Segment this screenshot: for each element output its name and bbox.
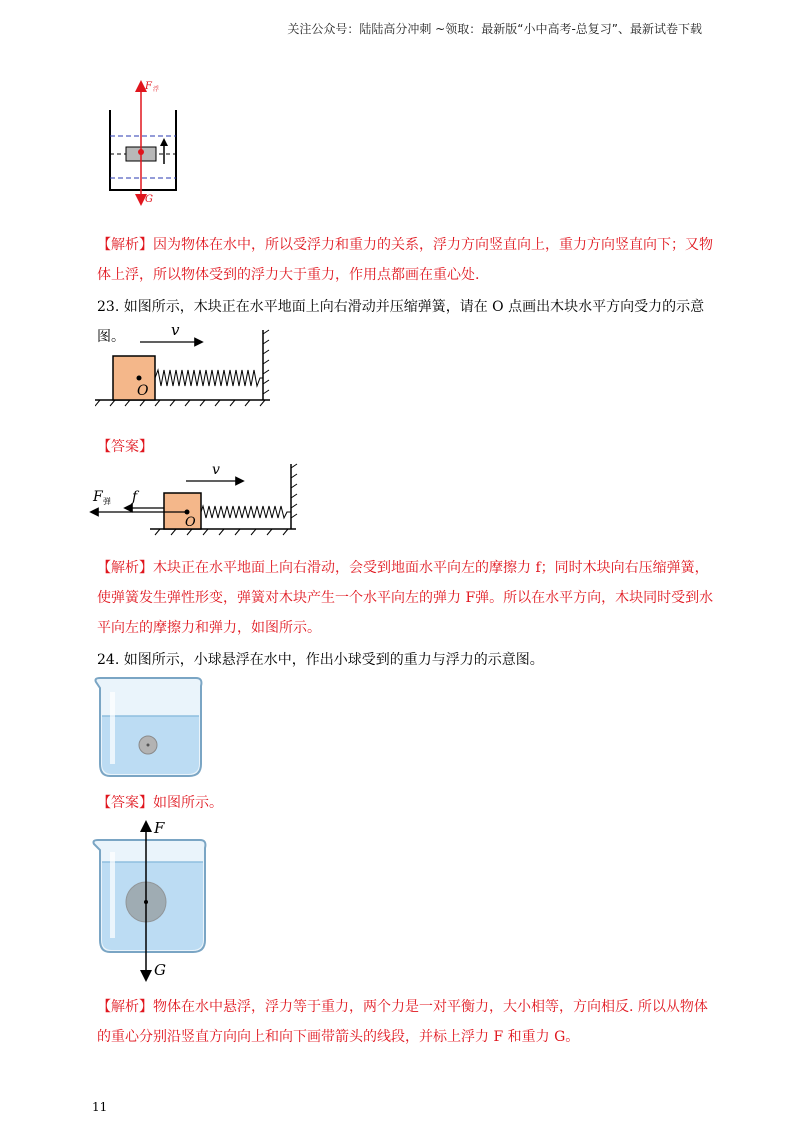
- buoyancy-label-f-sub: 浮: [153, 86, 160, 93]
- analysis-24: [97, 992, 717, 1052]
- page-header: 关注公众号：陆陆高分冲刺 ~领取：最新版“小中高考-总复习”、最新试卷下载: [287, 22, 702, 36]
- beaker-label-f: F: [154, 819, 165, 837]
- buoyancy-figure: [100, 72, 200, 212]
- analysis-24-text: 物体在水中悬浮，浮力等于重力，两个力是一对平衡力，大小相等，方向相反. 所以从物体的重心分别沿竖直方向向上和向下画带箭头的线段，并标上浮力 F 和重力 G。: [97, 999, 708, 1045]
- analysis-1-tag: 【解析】: [97, 237, 153, 253]
- spring-block-answer-figure: [88, 462, 303, 537]
- analysis-24-tag: 【解析】: [97, 999, 153, 1015]
- analysis-1: [97, 230, 717, 290]
- analysis-23-tag: 【解析】: [97, 560, 153, 576]
- beaker-label-g: G: [154, 961, 166, 979]
- analysis-1-text: 因为物体在水中，所以受浮力和重力的关系，浮力方向竖直向上，重力方向竖直向下；又物体上浮，所以物体受到的浮力大于重力，作用点都画在重心处.: [97, 237, 713, 283]
- answer-24: [97, 788, 717, 818]
- question-23: 23. 如图所示，木块正在水平地面上向右滑动并压缩弹簧，请在 O 点画出木块水平方向受力的示意图。: [97, 299, 705, 345]
- beaker-figure: [92, 676, 207, 780]
- answer-label-v: v: [212, 462, 220, 478]
- spring-label-v: v: [171, 321, 180, 339]
- answer-label-f: f: [132, 489, 138, 505]
- buoyancy-label-f: F: [145, 81, 152, 92]
- answer-23: 【答案】: [97, 439, 153, 455]
- buoyancy-label-g: G: [145, 194, 153, 205]
- question-24: 24. 如图所示，小球悬浮在水中，作出小球受到的重力与浮力的示意图。: [97, 652, 544, 668]
- spring-label-o: O: [137, 383, 149, 399]
- answer-24-tag: 【答案】: [97, 795, 153, 811]
- beaker-answer-figure: [90, 818, 220, 982]
- spring-block-figure: [95, 320, 285, 410]
- analysis-23: [97, 553, 717, 643]
- page-number: 11: [92, 1100, 108, 1114]
- analysis-23-text: 木块正在水平地面上向右滑动，会受到地面水平向左的摩擦力 f；同时木块向右压缩弹簧，使弹簧发生弹性形变，弹簧对木块产生一个水平向左的弹力 F弹。所以在水平方向，木块同时受到水平向左的摩擦力和弹力，如图所示。: [97, 560, 714, 636]
- answer-label-f-spring: F: [93, 489, 103, 505]
- answer-24-text: 如图所示。: [153, 795, 223, 811]
- answer-label-o: O: [185, 515, 196, 530]
- answer-label-f-spring-sub: 弹: [103, 497, 111, 506]
